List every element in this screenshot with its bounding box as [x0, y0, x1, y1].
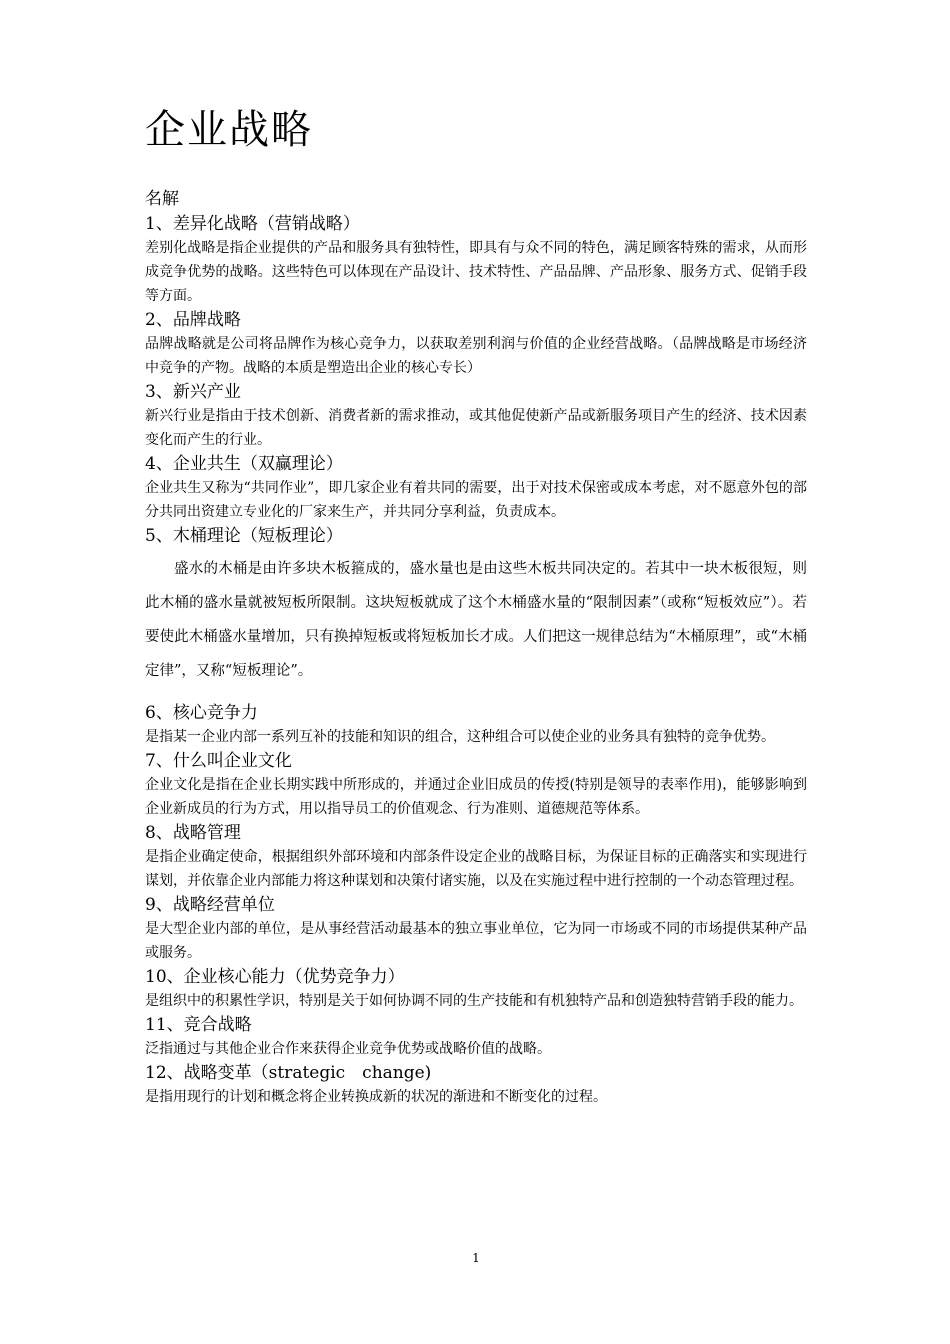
- section-heading: 1、差异化战略（营销战略）: [145, 214, 360, 234]
- definition-section: [145, 380, 807, 452]
- definition-section: [145, 893, 807, 965]
- section-heading: 3、新兴产业: [145, 382, 241, 402]
- definitions-list: [145, 212, 807, 1109]
- section-heading: 12、战略变革（strategic change): [145, 1063, 432, 1083]
- section-heading: 11、竞合战略: [145, 1015, 252, 1035]
- definition-section: [145, 452, 807, 524]
- section-body: 是大型企业内部的单位，是从事经营活动最基本的独立事业单位，它为同一市场或不同的市场提供某种产品或服务。: [145, 921, 807, 961]
- section-body: 差别化战略是指企业提供的产品和服务具有独特性，即具有与众不同的特色，满足顾客特殊的需求，从而形成竞争优势的战略。这些特色可以体现在产品设计、技术特性、产品品牌、产品形象、服务方式、促销手段等方面。: [145, 240, 807, 304]
- section-body: 是指企业确定使命，根据组织外部环境和内部条件设定企业的战略目标，为保证目标的正确落实和实现进行谋划，并依靠企业内部能力将这种谋划和决策付诸实施，以及在实施过程中进行控制的一个动态管理过程。: [145, 849, 807, 889]
- section-body: 盛水的木桶是由许多块木板箍成的，盛水量也是由这些木板共同决定的。若其中一块木板很短，则此木桶的盛水量就被短板所限制。这块短板就成了这个木桶盛水量的“限制因素”（或称“短板效应”）。若要使此木桶盛水量增加，只有换掉短板或将短板加长才成。人们把这一规律总结为“木桶原理”，或“木桶定律”，又称“短板理论”。: [145, 561, 807, 679]
- section-heading: 10、企业核心能力（优势竞争力）: [145, 967, 405, 987]
- definition-section: [145, 524, 807, 688]
- document-page: [145, 0, 807, 1344]
- section-body: 是组织中的积累性学识，特别是关于如何协调不同的生产技能和有机独特产品和创造独特营销手段的能力。: [145, 993, 803, 1009]
- definition-section: [145, 749, 807, 821]
- section-body: 是指用现行的计划和概念将企业转换成新的状况的渐进和不断变化的过程。: [145, 1089, 607, 1105]
- definition-section: [145, 821, 807, 893]
- section-heading: 6、核心竞争力: [145, 703, 258, 723]
- section-heading: 8、战略管理: [145, 823, 241, 843]
- section-body: 泛指通过与其他企业合作来获得企业竞争优势或战略价值的战略。: [145, 1041, 551, 1057]
- document-subtitle: 名解: [145, 189, 179, 209]
- section-body: 新兴行业是指由于技术创新、消费者新的需求推动，或其他促使新产品或新服务项目产生的经济、技术因素变化而产生的行业。: [145, 408, 807, 448]
- definition-section: [145, 212, 807, 308]
- section-body: 是指某一企业内部一系列互补的技能和知识的组合，这种组合可以使企业的业务具有独特的竞争优势。: [145, 729, 775, 745]
- section-heading: 9、战略经营单位: [145, 895, 275, 915]
- section-body: 企业共生又称为“共同作业”，即几家企业有着共同的需要，出于对技术保密或成本考虑，对不愿意外包的部分共同出资建立专业化的厂家来生产，并共同分享利益，负责成本。: [145, 480, 807, 520]
- definition-section: [145, 965, 807, 1013]
- definition-section: [145, 1061, 807, 1109]
- section-heading: 7、什么叫企业文化: [145, 751, 292, 771]
- definition-section: [145, 308, 807, 380]
- document-title: 企业战略: [145, 107, 313, 153]
- section-heading: 2、品牌战略: [145, 310, 241, 330]
- section-body: 品牌战略就是公司将品牌作为核心竞争力，以获取差别利润与价值的企业经营战略。（品牌战略是市场经济中竞争的产物。战略的本质是塑造出企业的核心专长）: [145, 336, 807, 376]
- section-body: 企业文化是指在企业长期实践中所形成的，并通过企业旧成员的传授(特别是领导的表率作用)，能够影响到企业新成员的行为方式，用以指导员工的价值观念、行为准则、道德规范等体系。: [145, 777, 807, 817]
- page-number: 1: [472, 1251, 480, 1265]
- definition-section: [145, 1013, 807, 1061]
- section-heading: 4、企业共生（双赢理论）: [145, 454, 343, 474]
- definition-section: [145, 701, 807, 749]
- section-heading: 5、木桶理论（短板理论）: [145, 526, 343, 546]
